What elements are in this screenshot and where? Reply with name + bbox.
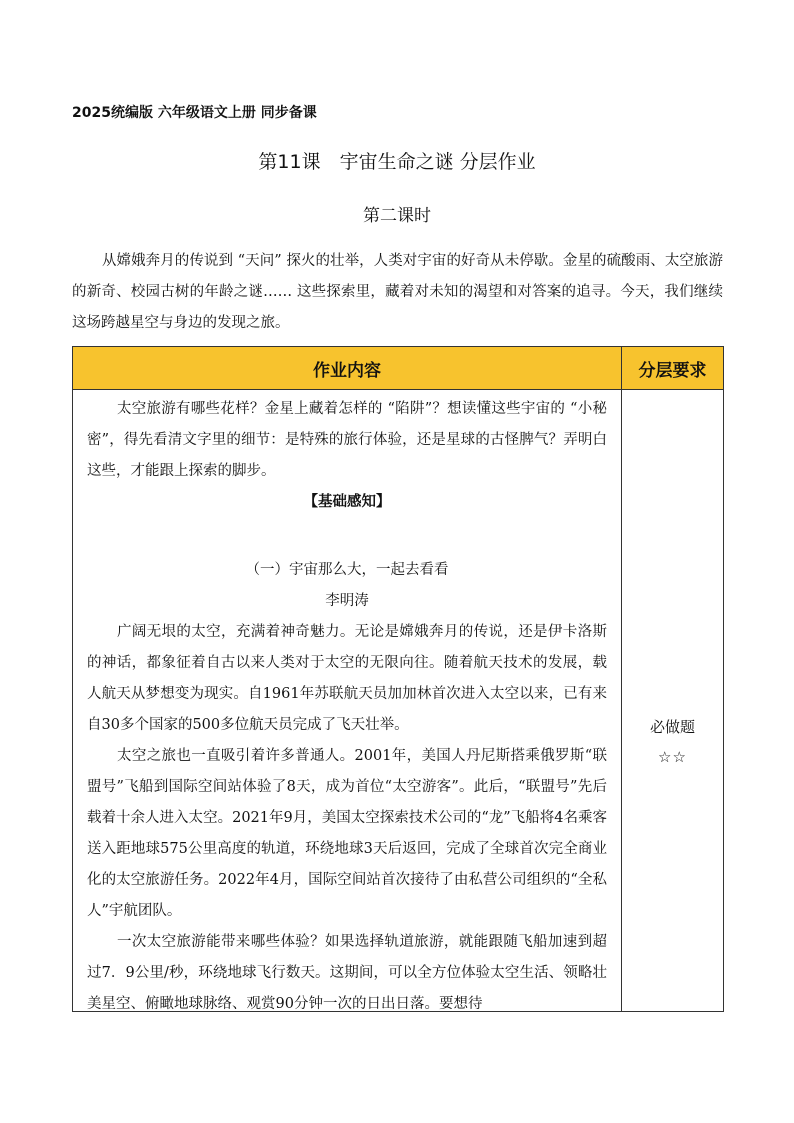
requirement-label: 必做题	[649, 718, 695, 736]
spacer	[87, 518, 607, 549]
table-header-row	[73, 347, 724, 390]
passage-paragraph-3: 一次太空旅游能带来哪些体验？如果选择轨道旅游，就能跟随飞船加速到超过7．9公里/秒，环绕地球飞行数天。这期间，可以全方位体验太空生活、领略壮美星空、俯瞰地球脉络、观赏90分钟一次的日出日落。要想待	[87, 934, 607, 1011]
passage-author: 李明涛	[325, 593, 369, 609]
intro-paragraph	[72, 246, 723, 339]
content-body	[73, 390, 621, 1011]
lead-text: 太空旅游有哪些花样？金星上藏着怎样的 “陷阱”？想读懂这些宇宙的 “小秘密”，得先看清文字里的细节：是特殊的旅行体验，还是星球的古怪脾气？弄明白这些，才能跟上探索的脚步。	[87, 401, 607, 479]
intro-text: 从嫦娥奔月的传说到 “天问” 探火的壮举，人类对宇宙的好奇从未停歇。金星的硫酸雨、太空旅游的新奇、校园古树的年龄之谜…… 这些探索里，藏着对未知的渴望和对答案的追寻。今天，我们继续这场跨越星空与身边的发现之旅。	[72, 253, 723, 331]
passage-paragraph-1: 广阔无垠的太空，充满着神奇魅力。无论是嫦娥奔月的传说，还是伊卡洛斯的神话，都象征着自古以来人类对于太空的无限向往。随着航天技术的发展，载人航天从梦想变为现实。自1961年苏联航天员加加林首次进入太空以来，已有来自30多个国家的500多位航天员完成了飞天壮举。	[87, 624, 607, 733]
header-requirement: 分层要求	[622, 347, 724, 390]
table-row	[73, 390, 724, 1012]
homework-table	[72, 346, 724, 1012]
requirement-cell	[622, 390, 724, 1012]
difficulty-stars: ☆☆	[658, 748, 687, 766]
section-heading: 【基础感知】	[303, 494, 391, 510]
lesson-title: 第11课 宇宙生命之谜 分层作业	[258, 151, 536, 173]
edition-header: 2025统编版 六年级语文上册 同步备课	[72, 105, 317, 121]
lesson-subtitle: 第二课时	[363, 206, 431, 226]
passage-paragraph-2: 太空之旅也一直吸引着许多普通人。2001年，美国人丹尼斯搭乘俄罗斯“联盟号”飞船到国际空间站体验了8天，成为首位“太空游客”。此后，“联盟号”先后载着十余人进入太空。2021年9月，美国太空探索技术公司的“龙”飞船将4名乘客送入距地球575公里高度的轨道，环绕地球3天后返回，完成了全球首次完全商业化的太空旅游任务。2022年4月，国际空间站首次接待了由私营公司组织的“全私人”宇航团队。	[87, 748, 607, 919]
requirement-body	[622, 390, 723, 1011]
content-cell	[73, 390, 622, 1012]
header-content: 作业内容	[73, 347, 622, 390]
passage-title: （一）宇宙那么大，一起去看看	[245, 562, 449, 578]
